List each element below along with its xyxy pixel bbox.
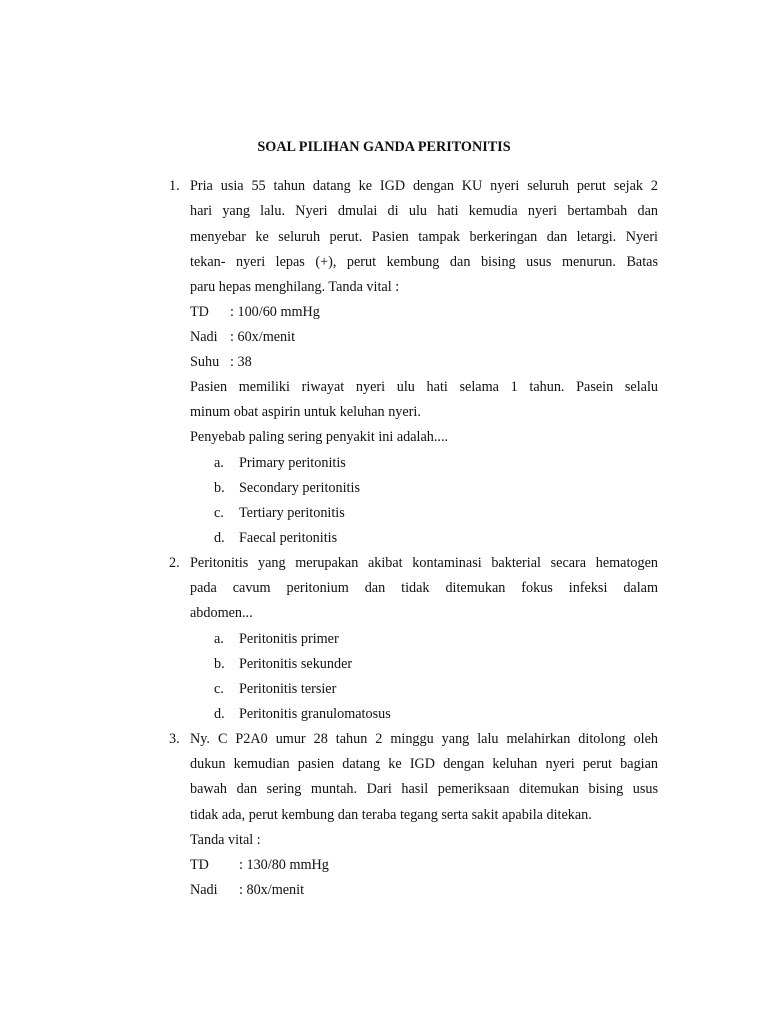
vital-value: : 38 (230, 354, 252, 370)
question-number: 2. (169, 555, 180, 571)
vital-label: Suhu (190, 354, 220, 370)
question-text-line: Peritonitis yang merupakan akibat kontaminasi bakterial secara hematogen (190, 555, 658, 571)
question-text-line: dukun kemudian pasien datang ke IGD dengan keluhan nyeri perut bagian (190, 756, 658, 772)
option-letter: b. (214, 480, 225, 496)
option-text: Peritonitis primer (239, 631, 339, 647)
option-text: Tertiary peritonitis (239, 505, 345, 521)
question-text-line: menyebar ke seluruh perut. Pasien tampak berkeringan dan letargi. Nyeri (190, 229, 658, 245)
option-text: Peritonitis granulomatosus (239, 706, 391, 722)
question-number: 1. (169, 178, 180, 194)
question-text-line: Pria usia 55 tahun datang ke IGD dengan KU nyeri seluruh perut sejak 2 (190, 178, 658, 194)
option-letter: d. (214, 706, 225, 722)
option-text: Faecal peritonitis (239, 530, 338, 546)
option-letter: a. (214, 455, 224, 471)
vital-value: : 130/80 mmHg (239, 857, 329, 873)
question-text-line: tekan- nyeri lepas (+), perut kembung dan bising usus menurun. Batas (190, 254, 658, 270)
vital-label: TD (190, 304, 209, 320)
vital-value: : 60x/menit (230, 329, 296, 345)
option-letter: c. (214, 681, 224, 697)
vital-label: TD (190, 857, 209, 873)
question-text-line: Tanda vital : (190, 832, 261, 848)
question-prompt: Penyebab paling sering penyakit ini adalah.... (190, 429, 449, 445)
question-text-line: paru hepas menghilang. Tanda vital : (190, 279, 400, 295)
option-letter: d. (214, 530, 225, 546)
option-text: Secondary peritonitis (239, 480, 360, 496)
question-text-line: pada cavum peritonium dan tidak ditemukan fokus infeksi dalam (190, 580, 658, 596)
option-text: Primary peritonitis (239, 455, 346, 471)
option-text: Peritonitis sekunder (239, 656, 353, 672)
option-letter: b. (214, 656, 225, 672)
page-title: SOAL PILIHAN GANDA PERITONITIS (257, 139, 511, 155)
history-text-line: Pasien memiliki riwayat nyeri ulu hati selama 1 tahun. Pasein selalu (190, 379, 658, 395)
vital-label: Nadi (190, 882, 218, 898)
vital-label: Nadi (190, 329, 218, 345)
question-text-line: Ny. C P2A0 umur 28 tahun 2 minggu yang lalu melahirkan ditolong oleh (190, 731, 658, 747)
question-text-line: tidak ada, perut kembung dan teraba tegang serta sakit apabila ditekan. (190, 807, 592, 823)
option-letter: c. (214, 505, 224, 521)
question-text-line: bawah dan sering muntah. Dari hasil pemeriksaan ditemukan bising usus (190, 781, 658, 797)
vital-value: : 100/60 mmHg (230, 304, 320, 320)
option-text: Peritonitis tersier (239, 681, 337, 697)
question-text-line: abdomen... (190, 605, 253, 621)
question-text-line: hari yang lalu. Nyeri dmulai di ulu hati kemudia nyeri bertambah dan (190, 203, 658, 219)
question-number: 3. (169, 731, 180, 747)
history-text-line: minum obat aspirin untuk keluhan nyeri. (190, 404, 421, 420)
vital-value: : 80x/menit (239, 882, 305, 898)
option-letter: a. (214, 631, 224, 647)
